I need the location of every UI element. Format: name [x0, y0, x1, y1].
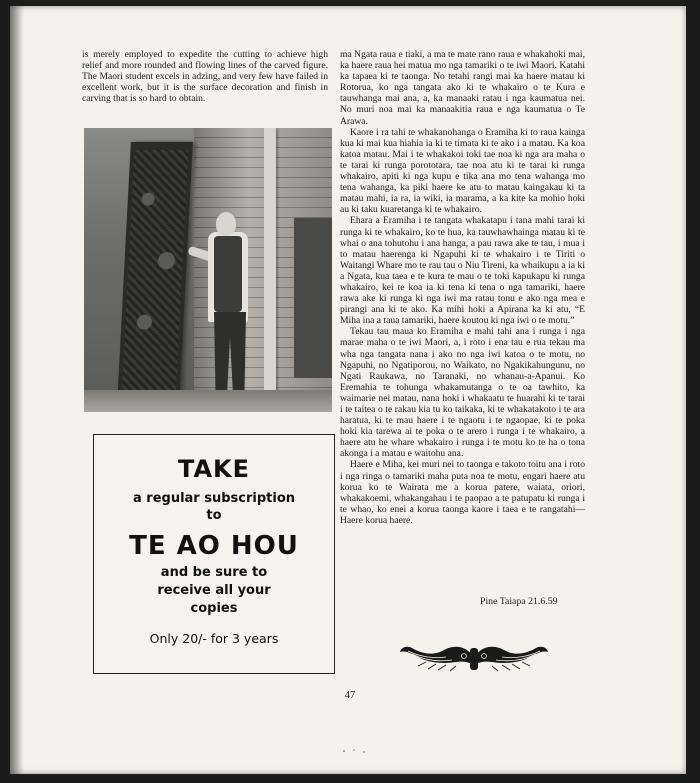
print-specks [340, 748, 370, 754]
right-paragraph-3: Ehara a Eramiha i te tangata whakatapu i tana mahi tarai ki runga ki te whakairo, ko te hua, ka tauwhawhainga matau ki te whai o ana tohutohu i ana hanga, a pau rawa ake te tau, i mua i to matau haerenga ki Ngapuhi ki te whakairo i te Tiriti o Waitangi Whare mo te rau tau o Niu Tireni, ka whaikupu a ia ki a Ngata, kua taea e te kura te mau o te toki kapukapu ki runga whakairo, kei te koa ia ki tena ki tena o nga tamariki, haere rawa ake ki runga ki nga iwi ma ratau tonu e ako nga mea e pirangi ana ki te ako. Ka mihi hoki a Apirana ka ki atu, “E Miha ina a taua tamariki, haere koutou ki nga iwi o te motu.” [340, 215, 585, 327]
page-number: 47 [344, 690, 356, 701]
photo-post [264, 128, 276, 398]
left-column-paragraph: is merely employed to expedite the cutting to achieve high relief and more rounded and flowing lines of the carved figure. The Maori student excels in adzing, and very few have failed in excellent work, but it is the surface decoration and finish in carving that is so hard to obtain. [82, 49, 328, 105]
ad-line-1: a regular subscription [132, 491, 296, 506]
koru-ornament-icon [398, 636, 550, 676]
ad-line-3: and be sure to [160, 565, 268, 580]
ad-magazine-title: TE AO HOU [129, 531, 299, 561]
right-paragraph-4: Tekau tau maua ko Eramiha e mahi tahi ana i runga i nga marae maha o te iwi Maori, a, i roto i ena tau e rua tekau ma wha nga tangata nana i ako no nga iwi katoa o te motu, no Ngapuhi, no Ngatiporou, no Waikato, no Ngakikahungunu, no Ngati Raukawa, no Taranaki, no whanau-a-Apanui. Ko Eremahia te tohunga whakamutanga o te oa tawhito, ka waimarie nei matau, nana hoki i whakaatu te huarahi ki te tarai i te taitea o te rakau kia tu ko taikaka, ki te whakatakoto i te ara haratua, ki te mau haere i te ngaotu i te ngaopae, ki te poka hoki kia tarewa ai te poka o te arero i runga i te whakairo, a haere atu he whare whakairo i runga i te motu ko te ha o tona akonga i a matau e waitohu ana. [340, 326, 585, 460]
ad-price: Only 20/- for 3 years [149, 631, 279, 646]
ad-line-4: receive all your [157, 583, 271, 598]
carver-at-work-photo [84, 128, 332, 412]
left-column-text [82, 49, 328, 104]
right-paragraph-1: ma Ngata raua e tiaki, a ma te mate rano raua e whakahoki mai, ka haere raua hei matua mo nga tamariki o te iwi Maori. Katahi ka tapaea ki te taonga. No tetahi rangi mai ka haere matau ki Rotorua, ko nga tangata ako ki te whakairo o te Kura e tauwhanga mai ana, a, ka manaaki ratau i nga kaumatua nei. No muri noa mai ka manaakitia raua e nga kaumatua o Te Arawa. [340, 49, 585, 127]
ad-line-5: copies [190, 601, 238, 616]
ad-line-2: to [206, 508, 222, 523]
right-paragraph-5: Haere e Miha, kei muri nei to taonga e takoto toitu ana i roto i nga ringa o tamariki maha puta noa te motu, engari haere atu korua ko te Wairata me a korua patere, waiata, oriori, whakakoemi, whakangahau i te paopao a te patupatu ki runga i te whao, ko enei a korua taonga kaore i taea e te rangatahi—Haere korua haere. [340, 459, 585, 526]
author-signature: Pine Taiapa 21.6.59 [480, 596, 558, 607]
subscription-advertisement [93, 434, 335, 674]
ad-take-heading: TAKE [177, 455, 251, 483]
right-paragraph-2: Kaore i ra tahi te whakanohanga o Eramiha ki to raua kainga kua ki mai kua hiahia ia ki te timata ki te ako i a matau. Ka koa katoa matau. Mai i te whakakoi toki tae noa ki nga ara maha o te tarai ki runga porototara, tae noa atu ki te tarai ki runga whakairo, apiti ki nga kupu e tika ana mo tena wahanga mo tena wahanga, ka piki haere ke atu to matau kaingakau ki ta matau mahi, ia ra, ia wiki, ia marama, a ka kite ka mohio hoki au ki taku kuaretanga ki te whakairo. [340, 126, 585, 216]
right-column-text [340, 49, 585, 526]
